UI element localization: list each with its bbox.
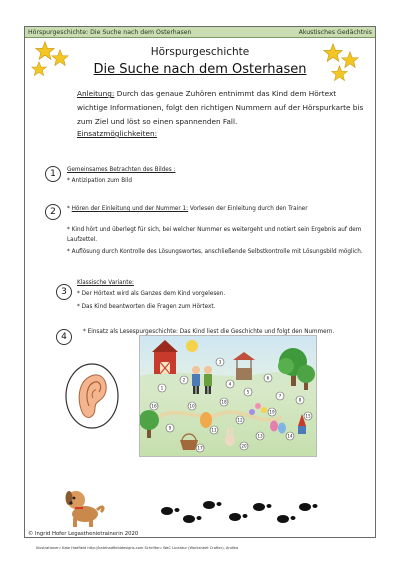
map-number-label: 16 — [151, 403, 157, 409]
section-3-item-2: * Das Kind beantworten die Fragen zum Hörtext. — [77, 304, 216, 310]
section-3-item-1: * Der Hörtext wird als Ganzes dem Kind vorgelesen. — [77, 291, 226, 297]
header-left: Hörspurgeschichte: Die Suche nach dem Osterhasen — [28, 29, 192, 36]
map-number-label: 1 — [160, 385, 164, 391]
usage-heading: Einsatzmöglichkeiten: — [77, 129, 158, 138]
map-number-label: 15 — [305, 413, 311, 419]
worksheet-page — [24, 26, 376, 538]
header-bar — [25, 27, 375, 38]
credits-footer: Illustrationen: Kate Hadfield http://katehadfielddesigns.com Schriften: WaC Lineatur (Worksheet Crafter), Andika — [36, 546, 239, 550]
map-number-label: 2 — [182, 377, 186, 383]
easter-egg-icon — [270, 421, 278, 432]
map-number-label: 7 — [278, 393, 282, 399]
map-number-label: 14 — [287, 433, 293, 439]
map-number-label: 10 — [189, 403, 195, 409]
map-number-label: 18 — [221, 399, 227, 405]
section-1-item: * Antizipation zum Bild — [67, 178, 132, 184]
section-2-item-3: * Auflösung durch Kontrolle des Lösungswortes, anschließende Selbstkontrolle mit Lösungsbild möglich. — [67, 249, 363, 255]
page-subtitle: Die Suche nach dem Osterhasen — [93, 62, 307, 77]
map-number-label: 4 — [228, 381, 232, 387]
section-4-item-1: * Einsatz als Lesespurgeschichte: Das Kind liest die Geschichte und folgt den Nummern. — [83, 329, 335, 335]
step-number-2: 2 — [45, 204, 61, 220]
section-3-heading: Klassische Variante: — [77, 280, 134, 286]
sun-icon — [186, 340, 198, 352]
map-number-label: 9 — [168, 425, 172, 431]
copyright-line: © Ingrid Hofer Legasthenietrainerin 2020 — [28, 531, 139, 537]
map-number-label: 12 — [237, 417, 243, 423]
map-number-label: 8 — [298, 397, 302, 403]
map-number-label: 20 — [241, 443, 247, 449]
story-map — [140, 336, 317, 457]
footprints-decoration — [157, 495, 327, 529]
ear-illustration — [63, 362, 121, 430]
instructions-text: Durch das genaue Zuhören entnimmt das Kind dem Hörtext wichtige Informationen, folgt den richtigen Nummern auf der Hörspurkarte bis zum Ziel und löst so einen spannenden Fall. — [77, 89, 364, 126]
step-number-1: 1 — [45, 166, 61, 182]
step-number-4: 4 — [56, 329, 72, 345]
story-map-image — [139, 335, 317, 457]
section-1-heading: Gemeinsames Betrachten des Bildes : — [67, 167, 176, 173]
dog-illustration — [61, 482, 109, 530]
page-title: Hörspurgeschichte — [150, 46, 250, 58]
header-right: Akustisches Gedächtnis — [298, 29, 372, 36]
easter-egg-icon — [200, 412, 212, 428]
section-2-item-2: * Kind hört und überlegt für sich, bei welcher Nummer es weitergeht und notiert sein Ergebnis auf dem Laufzettel. — [67, 227, 362, 243]
map-number-label: 6 — [266, 375, 270, 381]
map-number-label: 17 — [197, 445, 203, 451]
map-number-label: 19 — [269, 409, 275, 415]
map-number-label: 13 — [257, 433, 263, 439]
map-number-label: 5 — [246, 389, 250, 395]
easter-egg-icon — [278, 423, 286, 434]
instructions — [77, 87, 367, 129]
map-number-label: 11 — [211, 427, 217, 433]
section-2-item-1: * Hören der Einleitung und der Nummer 1: Vorlesen der Einleitung durch den Trainer — [67, 206, 308, 212]
instructions-lead: Anleitung: — [77, 89, 115, 98]
step-number-3: 3 — [56, 284, 72, 300]
map-number-label: 3 — [218, 359, 222, 365]
